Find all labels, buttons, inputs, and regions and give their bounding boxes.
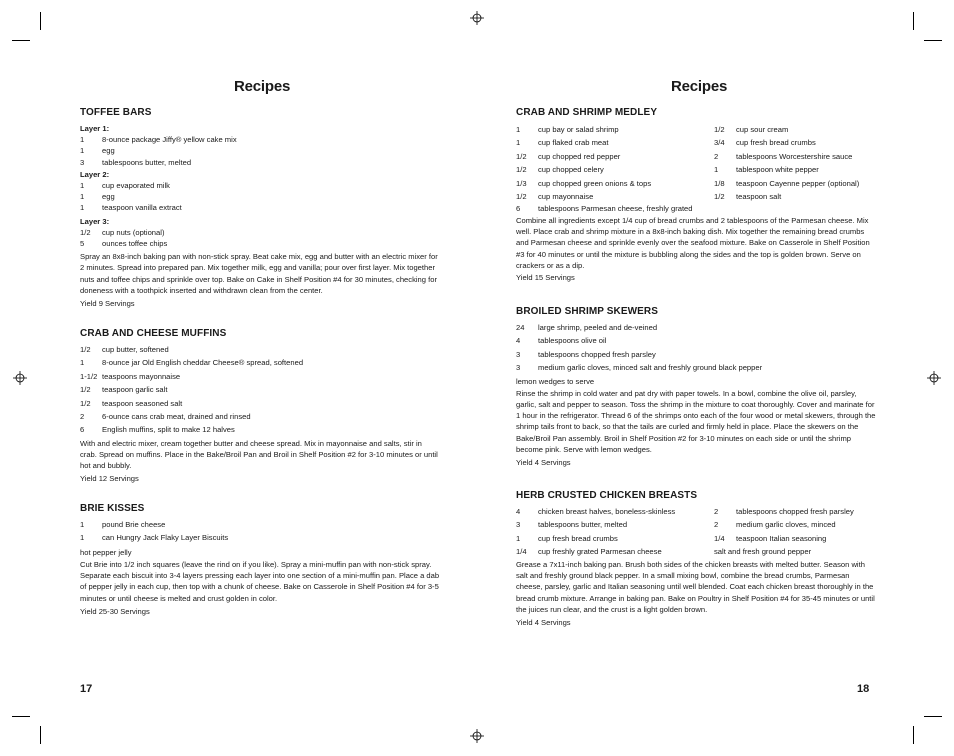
ingredient-row: 1 cup flaked crab meat bbox=[516, 138, 609, 148]
ingredient-row: 3 tablespoons chopped fresh parsley bbox=[516, 349, 656, 359]
ingredient-row: 2 tablespoons chopped fresh parsley bbox=[714, 507, 854, 516]
ingredient-row: 1/2 cup sour cream bbox=[714, 125, 789, 134]
recipe-title-broiled-shrimp-skewers: BROILED SHRIMP SKEWERS bbox=[516, 306, 659, 317]
recipe-body-herb-crusted-chicken bbox=[516, 559, 876, 628]
recipe-body-crab-shrimp-medley bbox=[516, 215, 876, 283]
recipe-method: Rinse the shrimp in cold water and pat dry with paper towels. In a bowl, combine the olive oil, parsley, garlic, salt and pepper to season. Toss the shrimp in the mixture to coat thoroughly. Cover and marinate for 1 hour in the refrigerator. Thread 6 of the shrimps onto each of the four wood or metal skewers, through the shrimp tails front to back, so that the tails are curled and firmly held in place. Place the skewers on the Bake/Broil Pan assembly. Broil in Shelf Position #2 for 3-10 minutes on each side or until the shrimp become pink. Serve with lemon wedges. bbox=[516, 388, 876, 454]
ingredient-row: 4 chicken breast halves, boneless-skinless bbox=[516, 507, 676, 516]
recipe-method: Combine all ingredients except 1/4 cup of bread crumbs and 2 tablespoons of the Parmesan cheese. Mix well. Place crab and shrimp mixture in a 8x8-inch baking dish. Mix together the remaining bread crumbs and Parmesan cheese and sprinkle evenly over the seafood mixture. Bake on Casserole in Shelf Position #3 for 40 minutes or until the mixture is bubbling along the sides and the top is golden brown. Serve on crackers or as a dip. bbox=[516, 216, 870, 270]
ingredient-row: 1 egg bbox=[80, 192, 115, 202]
ingredients-col-1 bbox=[516, 505, 716, 559]
recipe-yield: Yield 9 Servings bbox=[80, 299, 135, 309]
ingredient-row: 1 egg bbox=[80, 146, 115, 156]
layer-label: Layer 2: bbox=[80, 169, 110, 179]
recipe-method: Spray an 8x8-inch baking pan with non-stick spray. Beat cake mix, egg and butter with an electric mixer for 2 minutes. Spread into prepared pan. Mix together milk, egg and vanilla; pour over first layer. Mix together nuts and toffee chips and sprinkle over top. Bake on Cake in Shelf Position #4 for 30 minutes, checking for doneness with a toothpick inserted and withdrawn clean from the center. bbox=[80, 252, 438, 295]
ingredient-row: 6 English muffins, split to make 12 halves bbox=[80, 425, 235, 435]
ingredient-row: 1 8-ounce package Jiffy® yellow cake mix bbox=[80, 135, 237, 145]
ingredients-col-1 bbox=[516, 123, 716, 215]
page-number: 18 bbox=[857, 683, 870, 695]
recipe-title-crab-shrimp-medley: CRAB AND SHRIMP MEDLEY bbox=[516, 107, 658, 118]
recipe-body-crab-cheese-muffins bbox=[80, 343, 440, 485]
ingredient-row: 1/2 cup chopped red pepper bbox=[516, 151, 621, 161]
ingredient-row: 1/2 teaspoon garlic salt bbox=[80, 385, 168, 395]
recipe-yield: Yield 4 Servings bbox=[516, 618, 571, 628]
recipe-method: Cut Brie into 1/2 inch squares (leave the rind on if you like). Spray a mini-muffin pan with non-stick spray. Separate each biscuit into 3-4 layers pressing each layer into one section of a mini-muffin pan. Place a dab of pepper jelly in each cup, then top with a chunk of cheese. Bake on Casserole in Shelf Position #4 for 3-5 minutes or until cheese is melted and crust golden in color. bbox=[80, 560, 440, 603]
ingredient-row: 2 medium garlic cloves, minced bbox=[714, 520, 836, 530]
page-number: 17 bbox=[80, 683, 93, 695]
recipe-yield: Yield 4 Servings bbox=[516, 458, 571, 468]
recipe-method: Grease a 7x11-inch baking pan. Brush both sides of the chicken breasts with melted butter. Season with salt and freshly ground black pepper. In a small mixing bowl, combine the bread crumbs, Parmesan cheese, parsley, garlic and Italian seasoning until well blended. Coat each chicken breast thoroughly in the bread crumb mixture. Arrange in baking pan. Bake on Poultry in Shelf Position #4 for 35-45 minutes or until the juices run clear, and the crust is a light golden brown. bbox=[516, 560, 875, 614]
ingredient-row: 1 cup bay or salad shrimp bbox=[516, 125, 619, 134]
ingredient-row: 3 tablespoons butter, melted bbox=[80, 157, 192, 167]
ingredients-col-2 bbox=[714, 505, 914, 559]
ingredient-row: 1 tablespoon white pepper bbox=[714, 165, 819, 175]
ingredients-col-2 bbox=[714, 123, 914, 203]
recipe-yield: Yield 15 Servings bbox=[516, 273, 575, 283]
ingredient-row: 5 ounces toffee chips bbox=[80, 239, 168, 249]
recipe-method: With and electric mixer, cream together butter and cheese spread. Mix in mayonnaise and salts, stir in crab. Spread on muffins. Place in the Bake/Broil Pan and Broil in Shelf Position #2 for 3-10 minutes or until hot and bubbly. bbox=[80, 438, 438, 471]
recipe-title-brie-kisses: BRIE KISSES bbox=[80, 503, 145, 514]
ingredient-row: 1/2 teaspoon salt bbox=[714, 192, 782, 202]
ingredient-row: 3 medium garlic cloves, minced salt and freshly ground black pepper bbox=[516, 363, 763, 373]
recipe-body-broiled-shrimp-skewers bbox=[516, 321, 876, 468]
layer-label: Layer 1: bbox=[80, 124, 110, 133]
ingredient-row: 3 tablespoons butter, melted bbox=[516, 520, 628, 530]
recipe-title-crab-cheese-muffins: CRAB AND CHEESE MUFFINS bbox=[80, 328, 227, 339]
ingredient-row: 1 cup fresh bread crumbs bbox=[516, 533, 618, 543]
recipe-title-herb-crusted-chicken: HERB CRUSTED CHICKEN BREASTS bbox=[516, 490, 698, 501]
ingredient-row: 1-1/2 teaspoons mayonnaise bbox=[80, 371, 181, 381]
layer-label: Layer 3: bbox=[80, 216, 110, 226]
ingredient-row: 1/4 teaspoon Italian seasoning bbox=[714, 533, 827, 543]
ingredient-row: 1 8-ounce jar Old English cheddar Cheese® spread, softened bbox=[80, 358, 304, 368]
ingredient-row: 1 pound Brie cheese bbox=[80, 520, 166, 529]
recipe-yield: Yield 12 Servings bbox=[80, 474, 139, 484]
ingredient-row: 1 teaspoon vanilla extract bbox=[80, 203, 182, 213]
recipe-yield: Yield 25-30 Servings bbox=[80, 606, 150, 616]
ingredient-row: 1 cup evaporated milk bbox=[80, 181, 170, 191]
ingredient-row: salt and fresh ground pepper bbox=[714, 547, 812, 557]
page-heading: Recipes bbox=[671, 78, 728, 95]
ingredient-row: 1/2 cup butter, softened bbox=[80, 345, 169, 354]
ingredient-row: 1/2 teaspoon seasoned salt bbox=[80, 398, 183, 408]
ingredient-row: 1/4 cup freshly grated Parmesan cheese bbox=[516, 547, 662, 557]
right-page bbox=[477, 0, 954, 756]
ingredient-row: 1/8 teaspoon Cayenne pepper (optional) bbox=[714, 178, 860, 188]
ingredient-row: 24 large shrimp, peeled and de-veined bbox=[516, 323, 658, 332]
page-heading: Recipes bbox=[234, 78, 291, 95]
ingredient-row: 1/2 cup chopped celery bbox=[516, 165, 604, 175]
ingredient-row: 6 tablespoons Parmesan cheese, freshly grated bbox=[516, 204, 693, 214]
ingredient-row: 1/3 cup chopped green onions & tops bbox=[516, 178, 652, 188]
ingredient-row: 2 tablespoons Worcestershire sauce bbox=[714, 151, 853, 161]
ingredient-extra: hot pepper jelly bbox=[80, 547, 132, 557]
ingredient-row: 2 6-ounce cans crab meat, drained and rinsed bbox=[80, 412, 251, 422]
ingredient-row: 4 tablespoons olive oil bbox=[516, 336, 607, 346]
ingredient-row: 1/2 cup nuts (optional) bbox=[80, 227, 165, 237]
recipe-title-toffee-bars: TOFFEE BARS bbox=[80, 107, 152, 118]
recipe-body-toffee-bars bbox=[80, 123, 440, 309]
ingredient-extra: lemon wedges to serve bbox=[516, 376, 595, 386]
ingredient-row: 1 can Hungry Jack Flaky Layer Biscuits bbox=[80, 533, 229, 543]
ingredient-row: 3/4 cup fresh bread crumbs bbox=[714, 138, 816, 148]
ingredient-row: 1/2 cup mayonnaise bbox=[516, 192, 594, 202]
recipe-body-brie-kisses bbox=[80, 518, 440, 617]
